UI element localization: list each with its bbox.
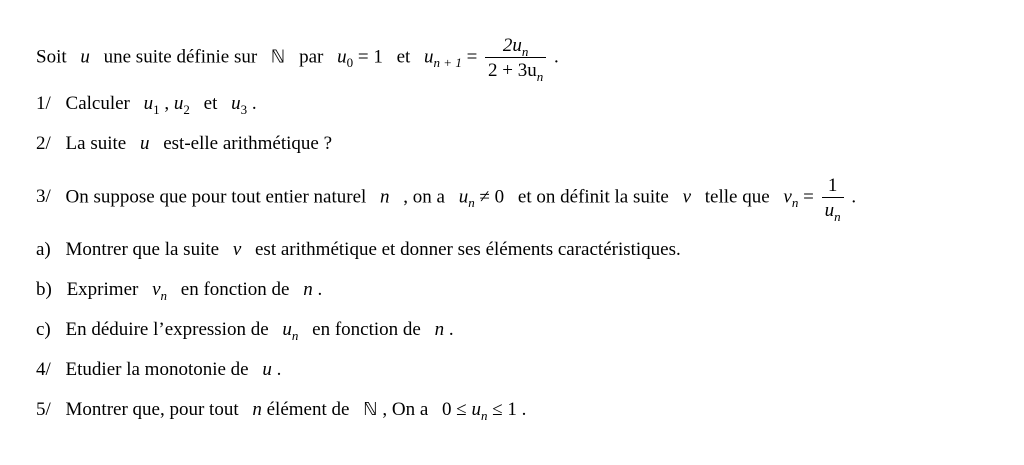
question-1 (36, 93, 257, 117)
subscript: n (536, 69, 544, 84)
text: en fonction de (180, 279, 290, 300)
var-n: n (252, 399, 262, 420)
text: Exprimer (66, 279, 139, 300)
question-number: b) (36, 279, 52, 300)
question-5 (36, 399, 527, 423)
numerator: 1 (827, 175, 838, 196)
text: La suite (65, 133, 127, 154)
text: Montrer que la suite (65, 239, 220, 260)
subscript: n (160, 288, 168, 303)
text: est-elle arithmétique ? (163, 133, 333, 154)
subscript: n (468, 195, 475, 211)
subscript: 2 (183, 102, 190, 117)
var-u: u (231, 93, 241, 114)
fraction (822, 175, 844, 224)
var-u: u (80, 46, 90, 68)
subscript: 3 (240, 102, 248, 117)
text: élément de (266, 399, 350, 420)
text: Soit (36, 46, 67, 68)
var-u: u (282, 319, 292, 340)
var-v: v (783, 186, 792, 208)
text: , (164, 93, 170, 114)
text: . (554, 46, 559, 68)
question-number: 1/ (36, 93, 51, 114)
denominator: 2 + 3u (488, 60, 537, 81)
question-3a (36, 240, 681, 259)
question-3b (36, 279, 323, 303)
subscript: 1 (153, 102, 160, 117)
text: , On a (382, 399, 429, 420)
var-u: u (458, 186, 469, 208)
var-v: v (232, 239, 242, 260)
var-n: n (303, 279, 313, 300)
text: . (276, 359, 282, 380)
var-u: u (262, 359, 272, 380)
var-u: u (471, 399, 481, 420)
text: par (299, 46, 324, 68)
text: telle que (704, 186, 770, 208)
question-3 (36, 175, 857, 224)
var-u: u (143, 93, 154, 114)
subscript: n (834, 209, 841, 224)
subscript: 0 (346, 55, 354, 71)
text: . (851, 186, 857, 208)
text: . (251, 93, 257, 114)
subscript: n (521, 44, 529, 59)
text: En déduire l’expression de (65, 319, 269, 340)
question-number: 4/ (36, 359, 51, 380)
var-n: n (434, 319, 445, 340)
text: . (448, 319, 454, 340)
natural-numbers-symbol: ℕ (363, 399, 378, 420)
text: On suppose que pour tout entier naturel (65, 186, 367, 208)
question-number: 3/ (36, 186, 51, 208)
var-u: u (139, 133, 150, 154)
var-v: v (152, 279, 161, 300)
question-number: 2/ (36, 133, 51, 154)
natural-numbers-symbol: ℕ (270, 46, 286, 68)
question-number: a) (36, 239, 51, 260)
var-u: u (173, 93, 184, 114)
subscript: n (480, 408, 488, 423)
text: et on définit la suite (517, 186, 669, 208)
text: = 1 (357, 46, 383, 68)
text: Montrer que, pour tout (65, 399, 239, 420)
subscript: n (291, 328, 299, 343)
denominator: u (824, 200, 835, 221)
intro-line (36, 35, 559, 84)
equals: = (466, 46, 478, 68)
var-n: n (380, 186, 390, 208)
text: 0 ≤ (442, 399, 467, 420)
question-3c (36, 319, 454, 343)
text: est arithmétique et donner ses éléments caractéristiques. (255, 239, 681, 260)
question-number: c) (36, 319, 51, 340)
var-u: u (424, 46, 434, 68)
text: et (203, 93, 218, 114)
var-u: u (337, 46, 347, 68)
equals: = (803, 186, 814, 208)
numerator: 2u (502, 35, 522, 56)
question-2 (36, 134, 332, 153)
text: ≠ 0 (479, 186, 505, 208)
fraction (485, 35, 546, 84)
text: Calculer (65, 93, 130, 114)
text: . (317, 279, 323, 300)
subscript: n + 1 (433, 55, 462, 71)
text: Etudier la monotonie de (65, 359, 249, 380)
var-v: v (682, 186, 692, 208)
text: en fonction de (312, 319, 421, 340)
text: et (396, 46, 411, 68)
question-number: 5/ (36, 399, 51, 420)
text: , on a (403, 186, 445, 208)
text: ≤ 1 . (492, 399, 527, 420)
subscript: n (791, 195, 799, 211)
question-4 (36, 360, 281, 379)
text: une suite définie sur (103, 46, 258, 68)
